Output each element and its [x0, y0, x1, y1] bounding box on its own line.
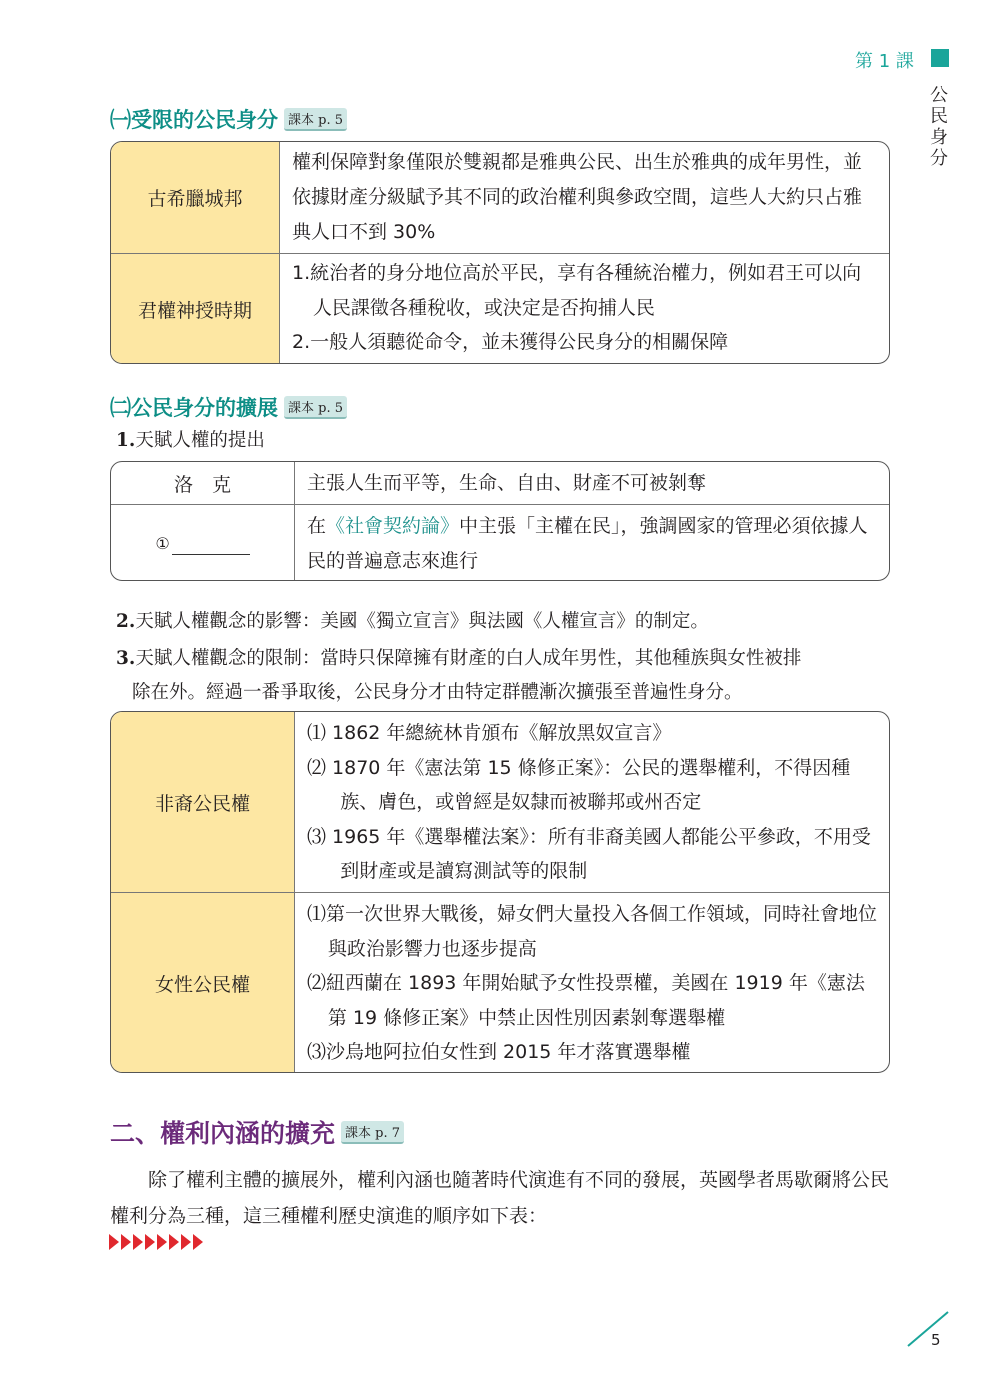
section-title-text: ㈠受限的公民身分: [110, 107, 278, 132]
list-item: 1.統治者的身分地位高於平民，享有各種統治權力，例如君王可以向人民課徵各種稅收，或決定是否拘捕人民: [292, 262, 862, 319]
chapter-label: 第 1 課: [855, 51, 914, 72]
list-item: 2.一般人須聽從命令，並未獲得公民身分的相關保障: [292, 331, 729, 353]
row-content: [295, 505, 889, 581]
citizenship-expansion-table: [110, 711, 890, 1073]
list-item: ⑶ 1965 年《選舉權法案》：所有非裔美國人都能公平參政，不用受到財產或是讀寫測試等的限制: [307, 825, 871, 882]
restricted-citizenship-table: [110, 141, 890, 364]
blank-underline: [172, 532, 250, 555]
text-prefix: 在: [307, 515, 327, 537]
table-row: [111, 142, 889, 253]
table-row: [111, 253, 889, 364]
list-item-1: [116, 426, 265, 452]
list-item: ⑵ 1870 年《憲法第 15 條修正案》：公民的選舉權利，不得因種族、膚色，或曾經是奴隸而被聯邦或州否定: [307, 756, 851, 813]
item-text: 天賦人權觀念的限制：當時只保障擁有財產的白人成年男性，其他種族與女性被排: [135, 648, 802, 669]
side-title: 公民身分: [930, 85, 948, 169]
section-title-text: ㈡公民身分的擴展: [110, 395, 278, 420]
list-item: ⑴ 1862 年總統林肯頒布《解放黑奴宣言》: [307, 722, 672, 744]
table-row: [111, 892, 889, 1073]
book-reference-tag: 課本 p. 5: [284, 396, 347, 419]
decorative-arrow-strip: [109, 1234, 213, 1250]
body-paragraph: 除了權利主體的擴展外，權利內涵也隨著時代演進有不同的發展，英國學者馬歇爾將公民權利分為三種，這三種權利歷史演進的順序如下表：: [110, 1169, 890, 1227]
section-title-text: 二、權利內涵的擴充: [110, 1119, 336, 1148]
item-text-continued: 除在外。經過一番爭取後，公民身分才由特定群體漸次擴張至普遍性身分。: [132, 682, 743, 703]
chapter-marker-square: [931, 49, 949, 67]
page-number: 5: [931, 1331, 941, 1349]
list-item: ⑴第一次世界大戰後，婦女們大量投入各個工作領域，同時社會地位與政治影響力也逐步提高: [307, 903, 878, 960]
row-content: [295, 712, 889, 892]
row-content: 權利保障對象僅限於雙親都是雅典公民、出生於雅典的成年男性，並依據財產分級賦予其不同的政治權利與參政空間，這些人大約只占雅典人口不到 30%: [292, 151, 863, 243]
text-suffix: 中主張「主權在民」，強調國家的管理必須依據人民的普遍意志來進行: [307, 515, 868, 572]
natural-rights-table: [110, 461, 890, 581]
row-label: 君權神授時期: [111, 254, 280, 364]
item-number: 1.: [116, 430, 136, 451]
section-title-rights-expansion: [110, 1114, 404, 1150]
row-label: 非裔公民權: [111, 712, 295, 892]
table-row: [111, 712, 889, 892]
item-number: 3.: [116, 648, 136, 669]
list-item: ⑵紐西蘭在 1893 年開始賦予女性投票權，美國在 1919 年《憲法第 19 條修正案》中禁止因性別因素剝奪選舉權: [307, 972, 865, 1029]
item-text: 天賦人權觀念的影響：美國《獨立宣言》與法國《人權宣言》的制定。: [135, 611, 709, 632]
row-content: [280, 254, 889, 364]
table-row: [111, 462, 889, 504]
list-item-2: [116, 607, 709, 633]
row-label: 古希臘城邦: [111, 142, 280, 253]
row-content: 主張人生而平等，生命、自由、財產不可被剝奪: [307, 471, 707, 494]
section-title-expansion: [110, 392, 347, 422]
row-content: [295, 893, 889, 1073]
row-label: 洛 克: [111, 462, 295, 504]
page-corner-slash: [906, 1310, 952, 1350]
list-item: ⑶沙烏地阿拉伯女性到 2015 年才落實選舉權: [307, 1041, 691, 1063]
section-title-restricted: [110, 104, 347, 134]
fill-in-blank: [111, 505, 295, 581]
list-item-3: [116, 642, 801, 710]
blank-marker: ①: [155, 534, 170, 553]
item-number: 2.: [116, 611, 136, 632]
table-row: [111, 504, 889, 581]
book-reference-tag: 課本 p. 7: [341, 1121, 404, 1144]
book-title: 《社會契約論》: [326, 515, 460, 537]
row-label: 女性公民權: [111, 893, 295, 1073]
book-reference-tag: 課本 p. 5: [284, 108, 347, 131]
item-text: 天賦人權的提出: [135, 430, 265, 451]
